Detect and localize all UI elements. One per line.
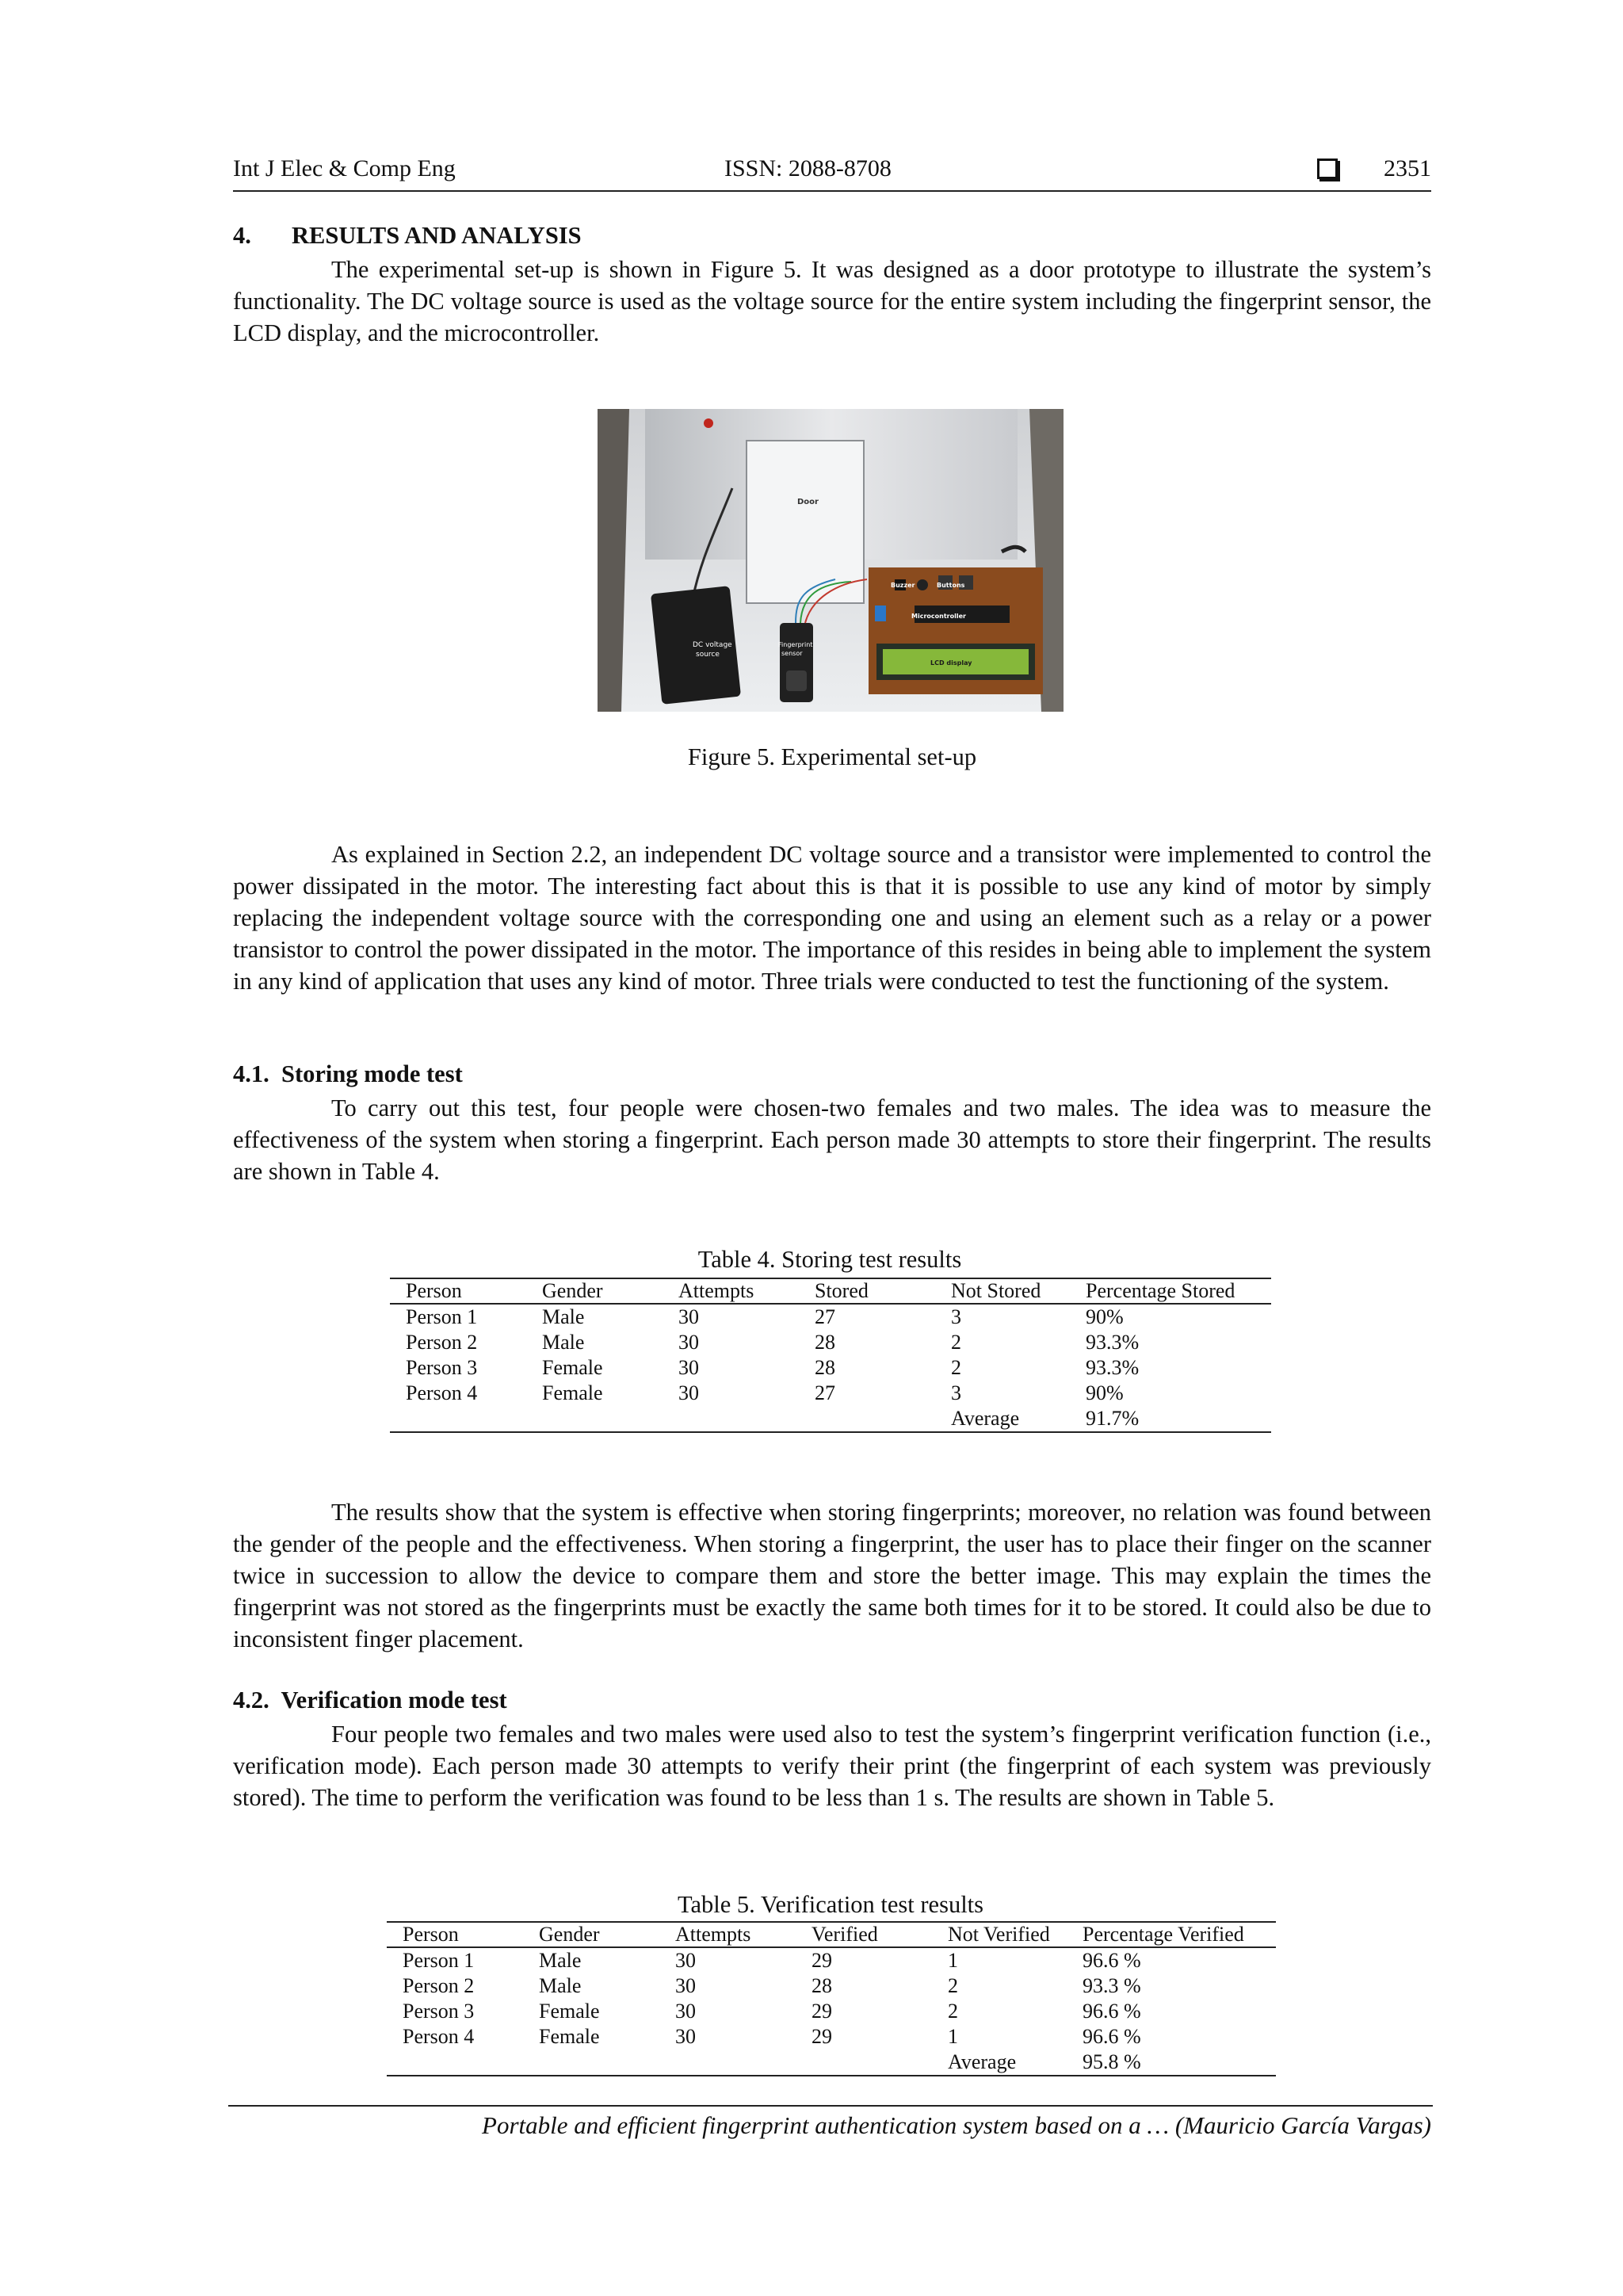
column-header: Stored: [799, 1278, 935, 1304]
table-cell: 30: [678, 1381, 699, 1404]
table-cell: 90%: [1086, 1305, 1124, 1328]
table-cell: 28: [815, 1356, 835, 1379]
section-4-heading: [233, 222, 582, 250]
table-cell: 29: [812, 1949, 832, 1972]
section-4-2-heading: [233, 1687, 507, 1714]
table-cell: [526, 1406, 663, 1432]
table-cell: Person 1: [403, 1949, 475, 1972]
section-4-paragraph: The experimental set-up is shown in Figure 5. It was designed as a door prototype to illustrate the system’s functionality. The DC voltage source is used as the voltage source for the entire system including the fingerprint sensor, the LCD display, and the microcontroller.: [233, 256, 1431, 346]
table-cell: 28: [815, 1331, 835, 1354]
table-cell: 95.8 %: [1067, 2050, 1276, 2076]
column-header: Not Verified: [932, 1922, 1067, 1947]
page-footer: Portable and efficient fingerprint authentication system based on a … (Mauricio García Vargas): [482, 2111, 1431, 2139]
table-cell: 30: [678, 1331, 699, 1354]
section-4-1-heading: [233, 1060, 463, 1088]
results-paragraph: The results show that the system is effective when storing fingerprints; moreover, no relation was found between the gender of the people and the effectiveness. When storing a fingerprint, the user has to place their finger on the scanner twice in succession to allow the device to compare them and store the better image. This may explain the times the fingerprint was not stored as the fingerprints must be exactly the same both times for it to be stored. It could also be due to inconsistent finger placement.: [233, 1499, 1431, 1652]
table-cell: 96.6 %: [1083, 2000, 1141, 2023]
buzzer-label: Buzzer: [891, 582, 915, 589]
section-title: Storing mode test: [281, 1060, 463, 1087]
table-cell: 30: [678, 1356, 699, 1379]
column-header: Not Stored: [935, 1278, 1070, 1304]
table-cell: [523, 2050, 659, 2076]
table-cell: Person 3: [406, 1356, 478, 1379]
journal-name: Int J Elec & Comp Eng: [233, 155, 456, 181]
column-header: Gender: [526, 1278, 663, 1304]
table-cell: Average: [932, 2050, 1067, 2076]
table-cell: Person 2: [403, 1974, 475, 1997]
table-row: [387, 1947, 1276, 1973]
table-cell: [799, 1406, 935, 1432]
table-cell: [387, 2050, 523, 2076]
table-cell: 29: [812, 2000, 832, 2023]
table-row: [387, 1973, 1276, 1999]
table-row: [387, 2024, 1276, 2050]
table-cell: Person 2: [406, 1331, 478, 1354]
table-header-row: [387, 1922, 1276, 1947]
table-cell: [659, 2050, 796, 2076]
dc-source-label: DC voltage: [693, 641, 732, 649]
table-cell: Person 4: [403, 2025, 475, 2048]
table-row: [390, 1355, 1271, 1381]
table-cell: 29: [812, 2025, 832, 2048]
column-header: Person: [390, 1278, 526, 1304]
table-cell: 93.3%: [1086, 1331, 1140, 1354]
table-4-caption: Table 4. Storing test results: [697, 1246, 962, 1273]
table-cell: Male: [539, 1974, 582, 1997]
microcontroller-label: Microcontroller: [911, 613, 966, 620]
section-number: 4.1.: [233, 1060, 269, 1087]
figure-5-photo: [598, 409, 1064, 712]
table-cell: Person 3: [403, 2000, 475, 2023]
experimental-setup-image: [598, 409, 1064, 712]
svg-text:sensor: sensor: [781, 650, 803, 657]
table-5: [387, 1921, 1276, 2076]
table-cell: 2: [951, 1331, 961, 1354]
table-cell: 3: [951, 1305, 961, 1328]
table-cell: Average: [935, 1406, 1070, 1432]
table-cell: 2: [951, 1356, 961, 1379]
column-header: Percentage Stored: [1070, 1278, 1271, 1304]
table-cell: 91.7%: [1070, 1406, 1271, 1432]
table-cell: Male: [542, 1305, 585, 1328]
checkbox-square-icon: [1317, 159, 1338, 179]
table-cell: 28: [812, 1974, 832, 1997]
table-row: [390, 1406, 1271, 1432]
table-cell: 27: [815, 1381, 835, 1404]
section-title: Verification mode test: [281, 1687, 507, 1713]
figure-5-caption: Figure 5. Experimental set-up: [687, 743, 977, 770]
column-header: Attempts: [659, 1922, 796, 1947]
page-header: [233, 152, 1431, 192]
table-cell: 30: [675, 1974, 696, 1997]
buttons-label: Buttons: [937, 582, 965, 589]
section-number: 4.: [233, 222, 251, 249]
table-cell: Male: [542, 1331, 585, 1354]
lcd-label: LCD display: [930, 659, 972, 667]
table-cell: 1: [948, 2025, 958, 2048]
section-title: RESULTS AND ANALYSIS: [292, 222, 582, 249]
table-cell: Female: [542, 1381, 603, 1404]
section-number: 4.2.: [233, 1687, 269, 1713]
table-cell: 30: [678, 1305, 699, 1328]
table-cell: Person 1: [406, 1305, 478, 1328]
table-cell: 2: [948, 2000, 958, 2023]
table-cell: [663, 1406, 799, 1432]
table-cell: Male: [539, 1949, 582, 1972]
table-row: [390, 1304, 1271, 1330]
fingerprint-label: Fingerprint: [778, 641, 813, 648]
table-cell: 27: [815, 1305, 835, 1328]
table-row: [390, 1330, 1271, 1355]
table-cell: 3: [951, 1381, 961, 1404]
table-header-row: [390, 1278, 1271, 1304]
svg-text:source: source: [696, 651, 720, 659]
column-header: Person: [387, 1922, 523, 1947]
table-row: [387, 2050, 1276, 2076]
table-cell: Female: [539, 2000, 600, 2023]
page-number: 2351: [1384, 155, 1431, 181]
red-led: [704, 418, 713, 428]
door-shape: [747, 441, 864, 603]
column-header: Attempts: [663, 1278, 799, 1304]
table-cell: 30: [675, 1949, 696, 1972]
table-cell: Female: [542, 1356, 603, 1379]
table-5-caption: Table 5. Verification test results: [677, 1891, 984, 1918]
table-cell: 1: [948, 1949, 958, 1972]
section-4-1-paragraph: To carry out this test, four people were chosen-two females and two males. The idea was to measure the effectiveness of the system when storing a fingerprint. Each person made 30 attempts to store their fingerprint. The results are shown in Table 4.: [233, 1095, 1431, 1185]
section-4-2-paragraph: Four people two females and two males were used also to test the system’s fingerprint verification function (i.e., verification mode). Each person made 30 attempts to verify their print (the fingerprint of each system was previously stored). The time to perform the verification was found to be less than 1 s. The results are shown in Table 5.: [233, 1721, 1431, 1811]
table-cell: 2: [948, 1974, 958, 1997]
column-header: Gender: [523, 1922, 659, 1947]
issn: ISSN: 2088-8708: [724, 155, 892, 181]
table-4: [390, 1278, 1271, 1433]
column-header: Percentage Verified: [1067, 1922, 1276, 1947]
table-cell: [796, 2050, 932, 2076]
footer-rule: [228, 2105, 1433, 2107]
table-cell: 30: [675, 2025, 696, 2048]
table-cell: [390, 1406, 526, 1432]
table-cell: 96.6 %: [1083, 1949, 1141, 1972]
motor-paragraph: As explained in Section 2.2, an independent DC voltage source and a transistor were implemented to control the power dissipated in the motor. The interesting fact about this is that it is possible to use any kind of motor by simply replacing the independent voltage source with the corresponding one and using an element such as a relay or a power transistor to control the power dissipated in the motor. The importance of this resides in being able to implement the system in any kind of application that uses any kind of motor. Three trials were conducted to test the functioning of the system.: [233, 841, 1431, 995]
column-header: Verified: [796, 1922, 932, 1947]
table-cell: Person 4: [406, 1381, 478, 1404]
table-cell: 96.6 %: [1083, 2025, 1141, 2048]
table-cell: 93.3%: [1086, 1356, 1140, 1379]
table-cell: 90%: [1086, 1381, 1124, 1404]
table-row: [387, 1999, 1276, 2024]
door-label: Door: [797, 498, 819, 506]
table-cell: 30: [675, 2000, 696, 2023]
table-cell: Female: [539, 2025, 600, 2048]
table-cell: 93.3 %: [1083, 1974, 1141, 1997]
table-row: [390, 1381, 1271, 1406]
